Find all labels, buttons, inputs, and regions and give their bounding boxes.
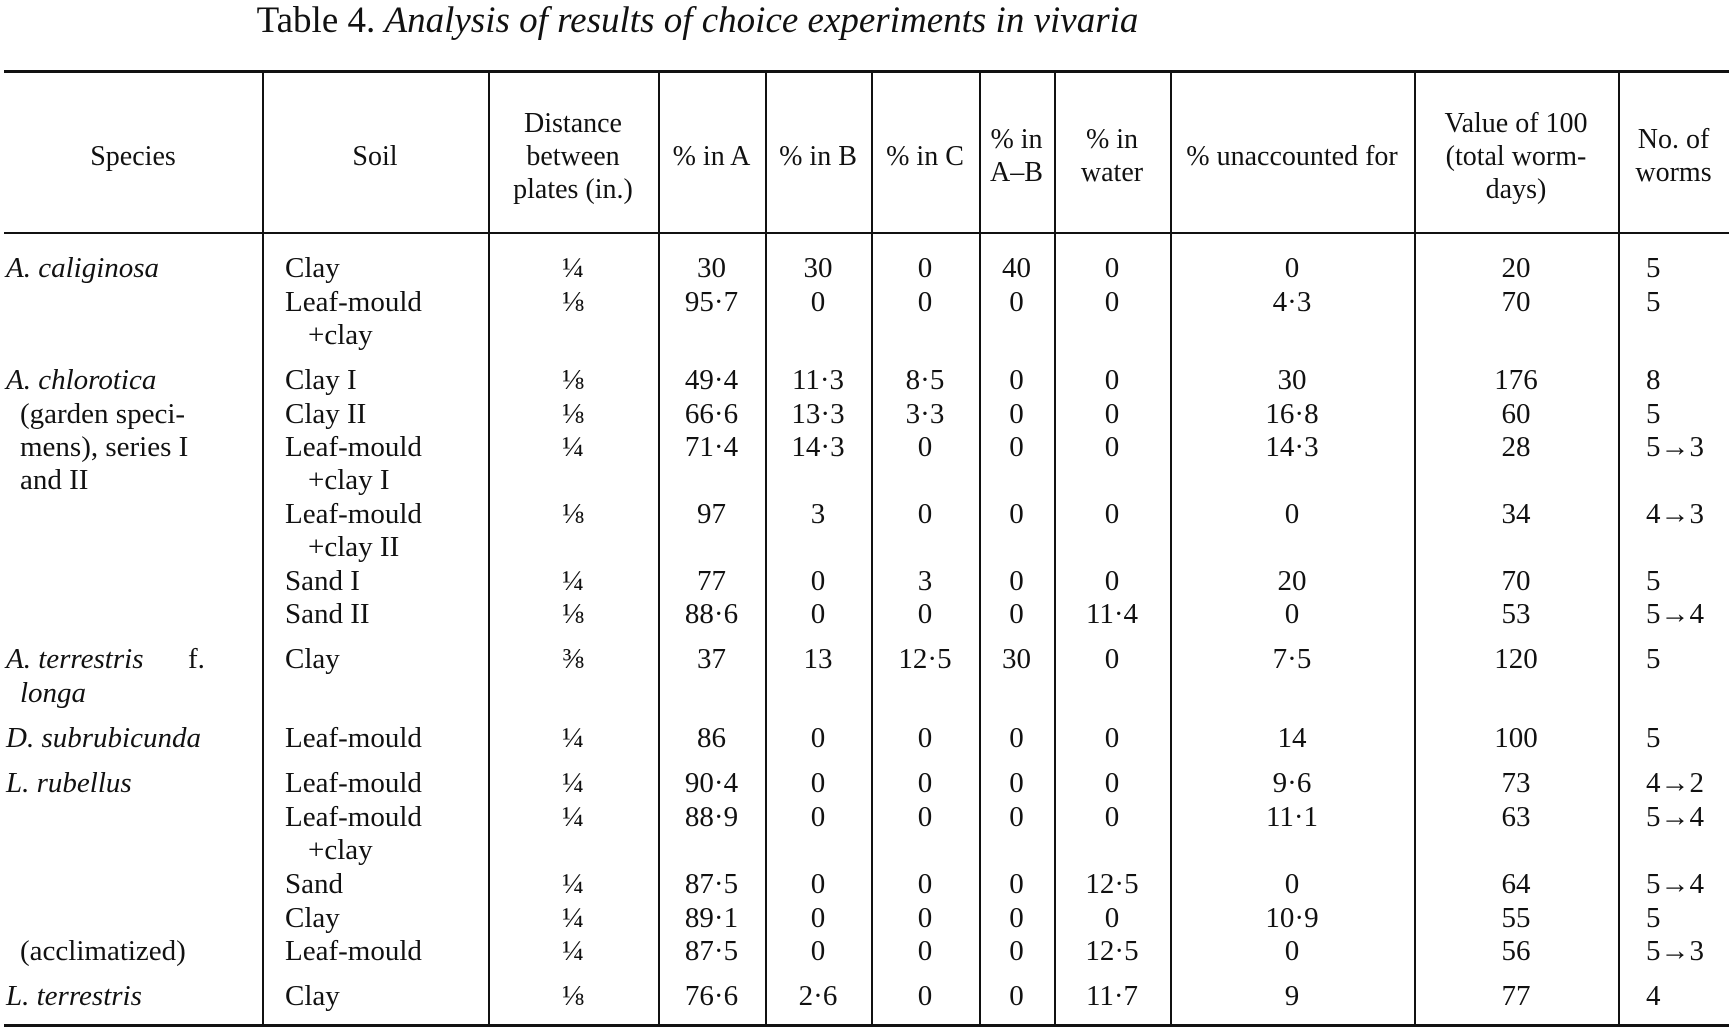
cell-dist: ¼ bbox=[562, 767, 584, 799]
species-note: f. bbox=[188, 643, 205, 675]
cell-water: 0 bbox=[1104, 431, 1120, 463]
cell-value: 53 bbox=[1501, 598, 1531, 630]
cell-dist: ⅜ bbox=[562, 643, 584, 675]
cell-water: 11·7 bbox=[1085, 980, 1139, 1012]
column-divider bbox=[1618, 73, 1620, 1024]
cell-c: 0 bbox=[917, 935, 933, 967]
cell-ab: 30 bbox=[1002, 643, 1031, 675]
species-note: and II bbox=[20, 464, 89, 496]
header-worms: No. of worms bbox=[1635, 124, 1712, 188]
cell-ab: 0 bbox=[1009, 398, 1024, 430]
cell-a: 86 bbox=[697, 722, 726, 754]
cell-water: 0 bbox=[1104, 252, 1120, 284]
header-pct-c: % in C bbox=[886, 140, 964, 172]
cell-a: 95·7 bbox=[684, 286, 739, 318]
cell-dist: ¼ bbox=[562, 935, 584, 967]
cell-unacc: 0 bbox=[1284, 252, 1300, 284]
cell-worms: 4→2 bbox=[1646, 767, 1704, 799]
cell-c: 0 bbox=[917, 431, 933, 463]
cell-dist: ¼ bbox=[562, 801, 584, 833]
cell-ab: 0 bbox=[1009, 935, 1024, 967]
bottom-rule bbox=[4, 1024, 1729, 1027]
cell-value: 70 bbox=[1501, 565, 1531, 597]
cell-water: 0 bbox=[1104, 767, 1120, 799]
cell-soil: Clay bbox=[285, 902, 340, 934]
cell-b: 2·6 bbox=[798, 980, 838, 1012]
cell-unacc: 4·3 bbox=[1272, 286, 1312, 318]
cell-a: 77 bbox=[697, 565, 726, 597]
cell-dist: ¼ bbox=[562, 431, 584, 463]
species-note: (acclimatized) bbox=[20, 935, 186, 967]
cell-worms: 5 bbox=[1646, 902, 1661, 934]
cell-c: 0 bbox=[917, 801, 933, 833]
cell-ab: 0 bbox=[1009, 868, 1024, 900]
cell-a: 66·6 bbox=[684, 398, 739, 430]
cell-ab: 0 bbox=[1009, 980, 1024, 1012]
cell-dist: ⅛ bbox=[562, 498, 584, 530]
cell-soil-cont: +clay I bbox=[308, 464, 390, 496]
cell-worms: 5→4 bbox=[1646, 868, 1704, 900]
species-note: mens), series I bbox=[20, 431, 189, 463]
header-pct-water: % in water bbox=[1080, 124, 1144, 188]
cell-c: 3 bbox=[917, 565, 933, 597]
cell-soil: Leaf-mould bbox=[285, 498, 422, 530]
cell-soil: Clay bbox=[285, 643, 340, 675]
cell-soil: Leaf-mould bbox=[285, 801, 422, 833]
cell-unacc: 7·5 bbox=[1272, 643, 1312, 675]
header-soil: Soil bbox=[352, 140, 398, 172]
cell-worms: 5→3 bbox=[1646, 935, 1704, 967]
cell-value: 55 bbox=[1501, 902, 1531, 934]
cell-unacc: 0 bbox=[1284, 868, 1300, 900]
table-caption bbox=[0, 0, 1395, 42]
cell-soil: Clay bbox=[285, 252, 340, 284]
header-pct-a: % in A bbox=[672, 140, 751, 172]
cell-a: 76·6 bbox=[684, 980, 739, 1012]
cell-ab: 0 bbox=[1009, 286, 1024, 318]
caption-title: Analysis of results of choice experiments in vivaria bbox=[384, 0, 1139, 41]
cell-unacc: 16·8 bbox=[1265, 398, 1319, 430]
cell-ab: 0 bbox=[1009, 364, 1024, 396]
cell-worms: 5 bbox=[1646, 252, 1661, 284]
cell-ab: 0 bbox=[1009, 801, 1024, 833]
cell-worms: 5→3 bbox=[1646, 431, 1704, 463]
cell-unacc: 0 bbox=[1284, 598, 1300, 630]
cell-c: 0 bbox=[917, 498, 933, 530]
cell-dist: ¼ bbox=[562, 565, 584, 597]
cell-c: 0 bbox=[917, 767, 933, 799]
cell-a: 90·4 bbox=[684, 767, 739, 799]
cell-soil-cont: +clay bbox=[308, 319, 373, 351]
header-pct-b: % in B bbox=[779, 140, 857, 172]
species-name: A. terrestris bbox=[6, 643, 144, 675]
cell-unacc: 0 bbox=[1284, 935, 1300, 967]
cell-a: 87·5 bbox=[684, 868, 739, 900]
cell-unacc: 30 bbox=[1277, 364, 1307, 396]
cell-value: 120 bbox=[1494, 643, 1538, 675]
cell-b: 0 bbox=[810, 902, 826, 934]
species-name: A. caliginosa bbox=[6, 252, 160, 284]
cell-unacc: 14·3 bbox=[1265, 431, 1319, 463]
cell-water: 0 bbox=[1104, 801, 1120, 833]
cell-b: 11·3 bbox=[791, 364, 845, 396]
cell-b: 0 bbox=[810, 286, 826, 318]
species-name: A. chlorotica bbox=[6, 364, 157, 396]
cell-worms: 5 bbox=[1646, 722, 1661, 754]
cell-value: 60 bbox=[1501, 398, 1531, 430]
cell-a: 71·4 bbox=[684, 431, 739, 463]
cell-worms: 8 bbox=[1646, 364, 1661, 396]
cell-worms: 5 bbox=[1646, 643, 1661, 675]
header-species: Species bbox=[90, 140, 176, 172]
header-pct-ab: % in A–B bbox=[990, 124, 1043, 188]
species-note: longa bbox=[20, 677, 87, 709]
cell-value: 176 bbox=[1494, 364, 1538, 396]
cell-water: 11·4 bbox=[1085, 598, 1139, 630]
cell-soil: Clay bbox=[285, 980, 340, 1012]
header-distance: Distance between plates (in.) bbox=[513, 107, 633, 205]
cell-c: 0 bbox=[917, 868, 933, 900]
cell-value: 77 bbox=[1501, 980, 1531, 1012]
species-name: L. rubellus bbox=[6, 767, 132, 799]
cell-c: 12·5 bbox=[898, 643, 952, 675]
cell-water: 0 bbox=[1104, 364, 1120, 396]
cell-value: 20 bbox=[1501, 252, 1531, 284]
cell-dist: ¼ bbox=[562, 722, 584, 754]
cell-dist: ¼ bbox=[562, 868, 584, 900]
cell-b: 0 bbox=[810, 801, 826, 833]
species-name: D. subrubicunda bbox=[6, 722, 201, 754]
cell-water: 0 bbox=[1104, 902, 1120, 934]
cell-soil: Sand II bbox=[285, 598, 370, 630]
cell-a: 87·5 bbox=[684, 935, 739, 967]
cell-value: 28 bbox=[1501, 431, 1531, 463]
cell-soil: Sand bbox=[285, 868, 343, 900]
cell-c: 0 bbox=[917, 902, 933, 934]
species-name: L. terrestris bbox=[6, 980, 142, 1012]
cell-water: 0 bbox=[1104, 643, 1120, 675]
column-divider bbox=[262, 73, 264, 1024]
cell-c: 3·3 bbox=[905, 398, 945, 430]
cell-soil: Sand I bbox=[285, 565, 360, 597]
cell-b: 14·3 bbox=[791, 431, 845, 463]
cell-soil: Clay II bbox=[285, 398, 367, 430]
cell-soil-cont: +clay II bbox=[308, 531, 400, 563]
cell-b: 13·3 bbox=[791, 398, 845, 430]
cell-b: 3 bbox=[810, 498, 826, 530]
cell-b: 13 bbox=[803, 643, 833, 675]
cell-worms: 5 bbox=[1646, 286, 1661, 318]
cell-soil: Leaf-mould bbox=[285, 722, 422, 754]
cell-water: 0 bbox=[1104, 398, 1120, 430]
cell-ab: 40 bbox=[1002, 252, 1031, 284]
cell-soil: Leaf-mould bbox=[285, 767, 422, 799]
cell-dist: ⅛ bbox=[562, 980, 584, 1012]
cell-b: 30 bbox=[803, 252, 833, 284]
cell-c: 0 bbox=[917, 980, 933, 1012]
cell-unacc: 14 bbox=[1277, 722, 1307, 754]
cell-water: 0 bbox=[1104, 286, 1120, 318]
cell-ab: 0 bbox=[1009, 431, 1024, 463]
cell-value: 64 bbox=[1501, 868, 1531, 900]
cell-soil: Clay I bbox=[285, 364, 357, 396]
cell-dist: ⅛ bbox=[562, 398, 584, 430]
cell-unacc: 20 bbox=[1277, 565, 1307, 597]
cell-c: 0 bbox=[917, 252, 933, 284]
cell-soil-cont: +clay bbox=[308, 834, 373, 866]
cell-c: 0 bbox=[917, 598, 933, 630]
cell-water: 12·5 bbox=[1085, 935, 1139, 967]
cell-soil: Leaf-mould bbox=[285, 935, 422, 967]
cell-dist: ⅛ bbox=[562, 364, 584, 396]
cell-b: 0 bbox=[810, 598, 826, 630]
cell-unacc: 0 bbox=[1284, 498, 1300, 530]
cell-water: 12·5 bbox=[1085, 868, 1139, 900]
cell-unacc: 9 bbox=[1284, 980, 1300, 1012]
cell-value: 56 bbox=[1501, 935, 1531, 967]
cell-worms: 5 bbox=[1646, 565, 1661, 597]
cell-soil: Leaf-mould bbox=[285, 286, 422, 318]
cell-ab: 0 bbox=[1009, 902, 1024, 934]
cell-dist: ¼ bbox=[562, 902, 584, 934]
cell-soil: Leaf-mould bbox=[285, 431, 422, 463]
cell-ab: 0 bbox=[1009, 598, 1024, 630]
cell-a: 37 bbox=[697, 643, 726, 675]
cell-b: 0 bbox=[810, 868, 826, 900]
cell-a: 88·6 bbox=[684, 598, 739, 630]
cell-value: 73 bbox=[1501, 767, 1531, 799]
cell-c: 0 bbox=[917, 722, 933, 754]
cell-water: 0 bbox=[1104, 565, 1120, 597]
cell-ab: 0 bbox=[1009, 722, 1024, 754]
cell-c: 0 bbox=[917, 286, 933, 318]
cell-b: 0 bbox=[810, 722, 826, 754]
cell-value: 100 bbox=[1494, 722, 1538, 754]
cell-worms: 5→4 bbox=[1646, 801, 1704, 833]
cell-a: 88·9 bbox=[684, 801, 739, 833]
cell-dist: ⅛ bbox=[562, 286, 584, 318]
cell-a: 97 bbox=[697, 498, 726, 530]
cell-ab: 0 bbox=[1009, 565, 1024, 597]
cell-a: 89·1 bbox=[684, 902, 739, 934]
caption-label: Table 4. bbox=[256, 0, 376, 41]
cell-a: 49·4 bbox=[684, 364, 739, 396]
cell-a: 30 bbox=[697, 252, 726, 284]
header-value-100: Value of 100 (total worm-days) bbox=[1444, 107, 1588, 205]
species-note: (garden speci- bbox=[20, 398, 186, 430]
cell-worms: 5 bbox=[1646, 398, 1661, 430]
cell-b: 0 bbox=[810, 935, 826, 967]
cell-ab: 0 bbox=[1009, 498, 1024, 530]
cell-value: 70 bbox=[1501, 286, 1531, 318]
header-pct-unaccounted: % unaccounted for bbox=[1186, 140, 1398, 172]
cell-unacc: 11·1 bbox=[1265, 801, 1319, 833]
cell-c: 8·5 bbox=[905, 364, 945, 396]
cell-b: 0 bbox=[810, 565, 826, 597]
cell-dist: ¼ bbox=[562, 252, 584, 284]
cell-worms: 4 bbox=[1646, 980, 1661, 1012]
cell-value: 63 bbox=[1501, 801, 1531, 833]
cell-worms: 5→4 bbox=[1646, 598, 1704, 630]
cell-ab: 0 bbox=[1009, 767, 1024, 799]
cell-value: 34 bbox=[1501, 498, 1531, 530]
cell-unacc: 9·6 bbox=[1272, 767, 1312, 799]
cell-worms: 4→3 bbox=[1646, 498, 1704, 530]
cell-unacc: 10·9 bbox=[1265, 902, 1319, 934]
cell-water: 0 bbox=[1104, 498, 1120, 530]
cell-water: 0 bbox=[1104, 722, 1120, 754]
cell-b: 0 bbox=[810, 767, 826, 799]
cell-dist: ⅛ bbox=[562, 598, 584, 630]
